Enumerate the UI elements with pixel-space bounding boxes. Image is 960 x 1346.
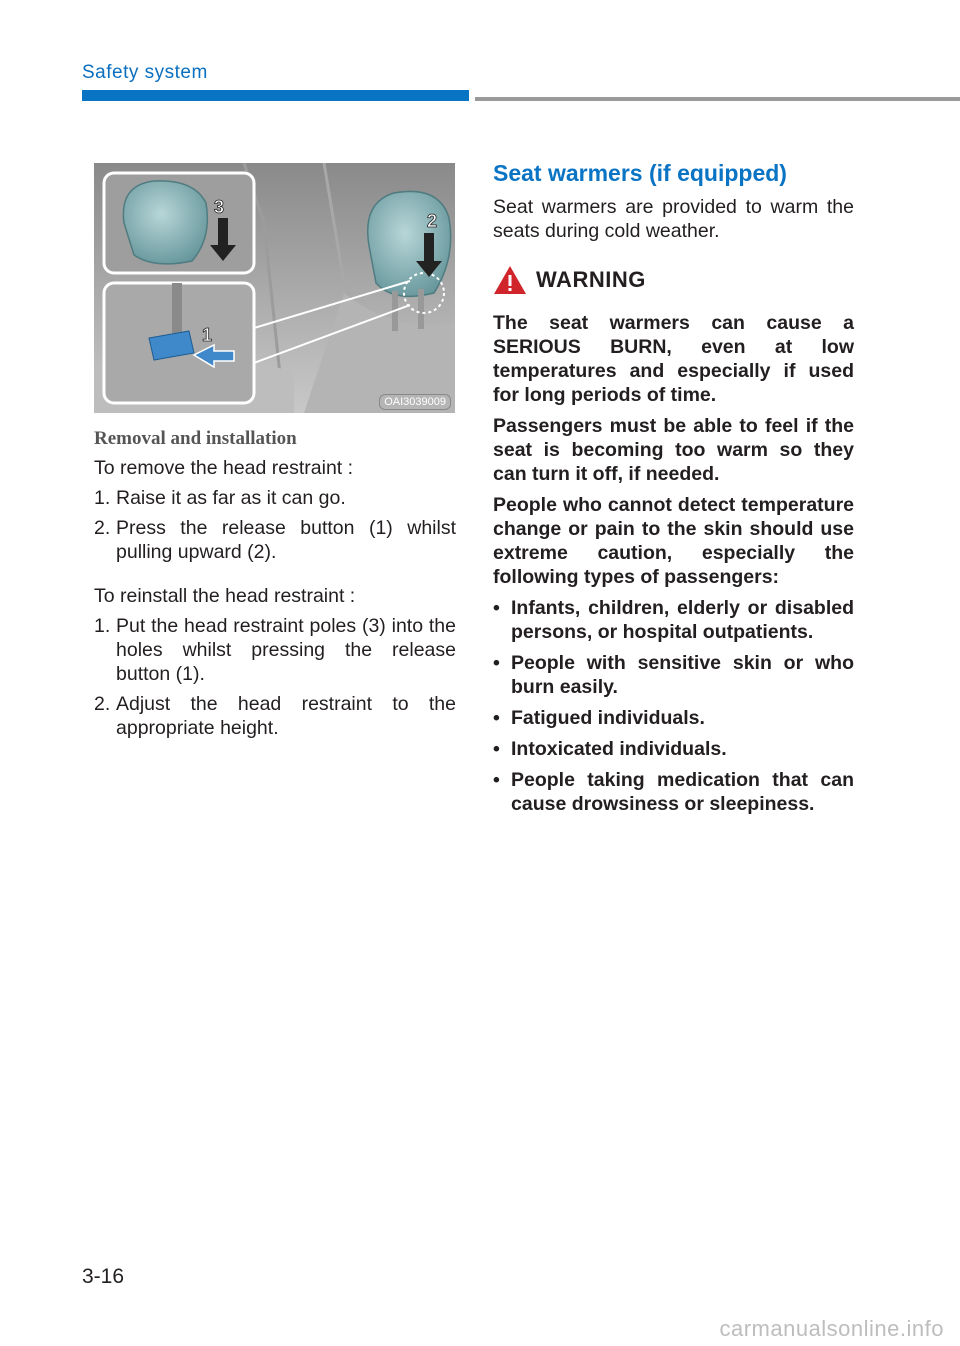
remove-step bbox=[94, 486, 456, 510]
warning-bullet bbox=[493, 651, 854, 699]
install-intro: To reinstall the head restraint : bbox=[94, 585, 356, 607]
callout-2: 2 bbox=[427, 211, 438, 231]
bullet-text: Intoxicated individuals. bbox=[511, 738, 727, 760]
remove-step bbox=[94, 516, 456, 564]
bullet-text: Fatigued individuals. bbox=[511, 707, 705, 729]
warning-header bbox=[493, 265, 854, 295]
warning-bullet bbox=[493, 768, 854, 816]
seat-warmers-intro: Seat warmers are provided to warm the seats during cold weather. bbox=[493, 196, 854, 242]
seat-warmers-section bbox=[493, 160, 854, 823]
warning-bullet bbox=[493, 737, 854, 761]
bullet-icon: • bbox=[493, 707, 500, 729]
bullet-icon: • bbox=[493, 769, 500, 791]
step-text: Put the head restraint poles (3) into the holes whilst pressing the release button (1). bbox=[116, 615, 456, 685]
bullet-text: Infants, children, elderly or disabled persons, or hospital outpatients. bbox=[511, 597, 854, 643]
removal-subheading: Removal and installation bbox=[94, 428, 297, 449]
step-number: 2. bbox=[94, 517, 111, 539]
install-step bbox=[94, 614, 456, 686]
header-rule-blue bbox=[82, 90, 469, 101]
seat-warmers-heading: Seat warmers (if equipped) bbox=[493, 160, 787, 186]
warning-paragraph: Passengers must be able to feel if the seat is becoming too warm so they can turn it off, if needed. bbox=[493, 415, 854, 485]
watermark: carmanualsonline.info bbox=[719, 1316, 944, 1341]
bullet-icon: • bbox=[493, 597, 500, 619]
step-text: Press the release button (1) whilst pulling upward (2). bbox=[116, 517, 456, 563]
warning-bullet bbox=[493, 706, 854, 730]
warning-paragraph: The seat warmers can cause a SERIOUS BURN, even at low temperatures and especially if used for long periods of time. bbox=[493, 312, 854, 406]
figure-code: OAI3039009 bbox=[379, 394, 451, 410]
step-number: 1. bbox=[94, 615, 111, 637]
step-number: 2. bbox=[94, 693, 111, 715]
page-number: 3-16 bbox=[82, 1265, 125, 1288]
remove-intro: To remove the head restraint : bbox=[94, 457, 354, 479]
warning-triangle-icon bbox=[493, 265, 527, 295]
install-step bbox=[94, 692, 456, 740]
bullet-icon: • bbox=[493, 652, 500, 674]
head-restraint-drawing bbox=[94, 163, 455, 413]
warning-bullet bbox=[493, 596, 854, 644]
step-text: Adjust the head restraint to the appropriate height. bbox=[116, 693, 456, 739]
removal-section bbox=[94, 427, 456, 746]
warning-label: WARNING bbox=[536, 267, 646, 292]
step-text: Raise it as far as it can go. bbox=[116, 487, 346, 509]
callout-3: 3 bbox=[214, 197, 225, 217]
section-title: Safety system bbox=[82, 62, 208, 83]
warning-paragraph: People who cannot detect temperature change or pain to the skin should use extreme caution, especially the following types of passengers: bbox=[493, 494, 854, 588]
bullet-text: People taking medication that can cause drowsiness or sleepiness. bbox=[511, 769, 854, 815]
step-number: 1. bbox=[94, 487, 111, 509]
head-restraint-illustration bbox=[94, 163, 455, 413]
bullet-icon: • bbox=[493, 738, 500, 760]
bullet-text: People with sensitive skin or who burn easily. bbox=[511, 652, 854, 698]
header-rule-gray bbox=[475, 97, 960, 101]
callout-1: 1 bbox=[202, 325, 213, 345]
